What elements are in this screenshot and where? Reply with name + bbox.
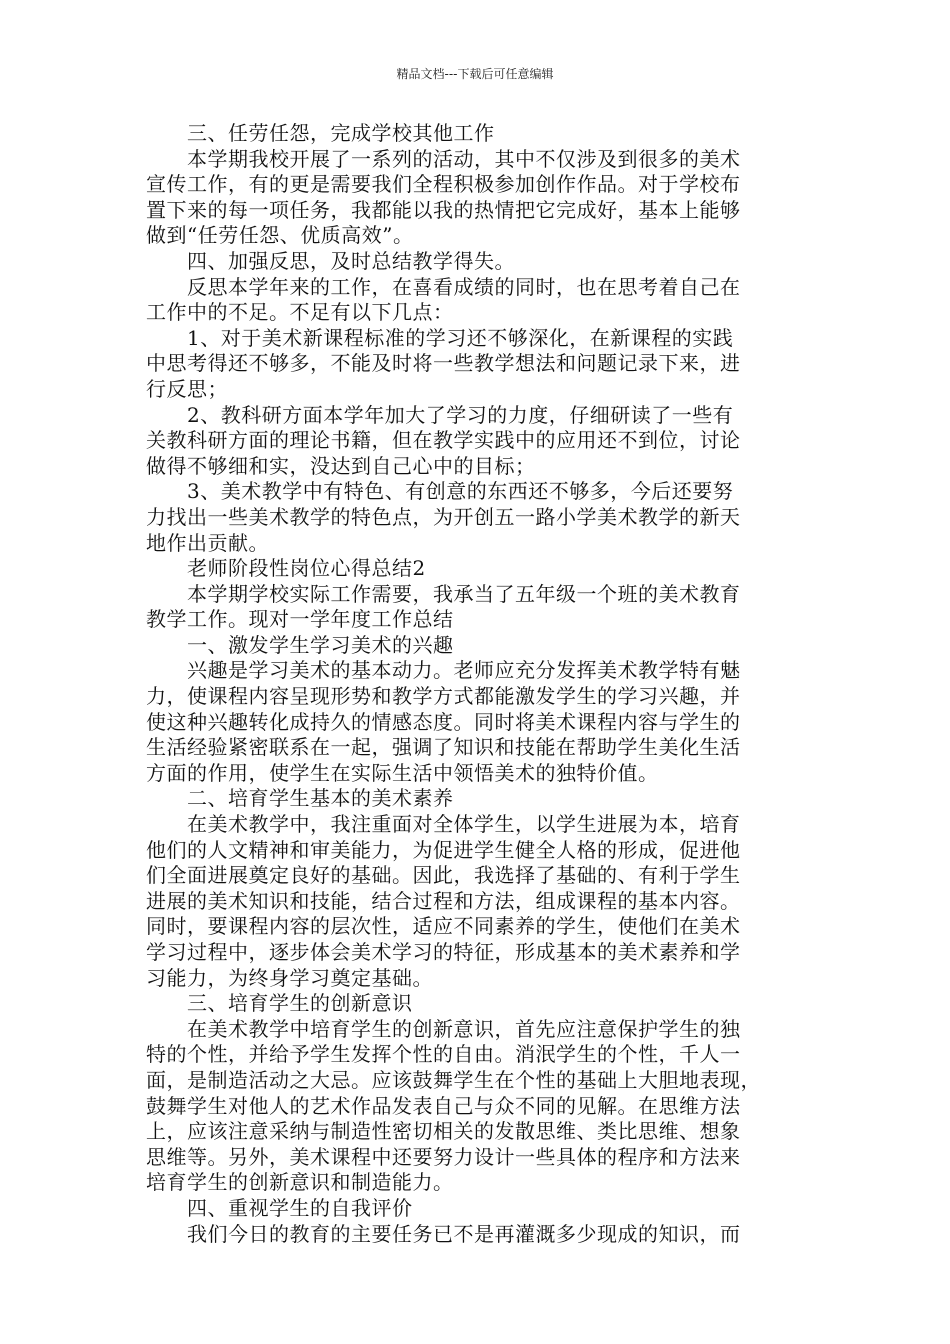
text-line: 四、重视学生的自我评价 — [146, 1195, 413, 1220]
text-line: 习能力，为终身学习奠定基础。 — [146, 965, 433, 990]
text-line: 2、教科研方面本学年加大了学习的力度，仔细研读了一些有 — [146, 402, 734, 427]
text-line: 本学期学校实际工作需要，我承当了五年级一个班的美术教育 — [146, 581, 741, 606]
text-line: 在美术教学中培育学生的创新意识，首先应注意保护学生的独 — [146, 1016, 741, 1041]
text-line: 兴趣是学习美术的基本动力。老师应充分发挥美术教学特有魅 — [146, 658, 741, 683]
text-line: 培育学生的创新意识和制造能力。 — [146, 1170, 454, 1195]
text-line: 四、加强反思，及时总结教学得失。 — [146, 248, 515, 273]
text-line: 3、美术教学中有特色、有创意的东西还不够多，今后还要努 — [146, 479, 734, 504]
text-line: 三、培育学生的创新意识 — [146, 991, 413, 1016]
text-line: 行反思； — [146, 376, 228, 401]
text-line: 做到“任劳任怨、优质高效”。 — [146, 223, 414, 248]
text-line: 们全面进展奠定良好的基础。因此，我选择了基础的、有利于学生 — [146, 863, 741, 888]
text-line: 学习过程中，逐步体会美术学习的特征，形成基本的美术素养和学 — [146, 940, 741, 964]
text-line: 置下来的每一项任务，我都能以我的热情把它完成好，基本上能够 — [146, 197, 741, 222]
section-title: 老师阶段性岗位心得总结2 — [146, 556, 426, 581]
text-line: 关教科研方面的理论书籍，但在教学实践中的应用还不到位，讨论 — [146, 428, 741, 453]
text-line: 力找出一些美术教学的特色点，为开创五一路小学美术教学的新天 — [146, 504, 741, 529]
text-line: 宣传工作，有的更是需要我们全程积极参加创作作品。对于学校布 — [146, 172, 741, 197]
text-line: 使这种兴趣转化成持久的情感态度。同时将美术课程内容与学生的 — [146, 709, 741, 734]
text-line: 方面的作用，使学生在实际生活中领悟美术的独特价值。 — [146, 760, 659, 785]
text-line: 鼓舞学生对他人的艺术作品发表自己与众不同的见解。在思维方法 — [146, 1093, 741, 1118]
text-line: 我们今日的教育的主要任务已不是再灌溉多少现成的知识，而 — [146, 1221, 741, 1246]
text-line: 1、对于美术新课程标准的学习还不够深化，在新课程的实践 — [146, 325, 734, 350]
text-line: 做得不够细和实，没达到自己心中的目标； — [146, 453, 536, 478]
document-body — [146, 121, 808, 1247]
text-line: 工作中的不足。不足有以下几点： — [146, 300, 454, 325]
text-line: 一、激发学生学习美术的兴趣 — [146, 632, 454, 657]
text-line: 反思本学年来的工作，在喜看成绩的同时，也在思考着自己在 — [146, 274, 741, 299]
text-line: 教学工作。现对一学年度工作总结 — [146, 607, 454, 632]
page-header: 精品文档---下载后可任意编辑 — [396, 67, 554, 81]
text-line: 在美术教学中，我注重面对全体学生，以学生进展为本，培育 — [146, 812, 741, 837]
text-line: 同时，要课程内容的层次性，适应不同素养的学生，使他们在美术 — [146, 914, 741, 939]
text-line: 中思考得还不够多，不能及时将一些教学想法和问题记录下来，进 — [146, 351, 741, 376]
text-line: 三、任劳任怨，完成学校其他工作 — [146, 121, 495, 145]
text-line: 二、培育学生基本的美术素养 — [146, 786, 454, 811]
text-line: 本学期我校开展了一系列的活动，其中不仅涉及到很多的美术 — [146, 146, 741, 171]
text-line: 生活经验紧密联系在一起，强调了知识和技能在帮助学生美化生活 — [146, 735, 741, 760]
text-line: 他们的人文精神和审美能力，为促进学生健全人格的形成，促进他 — [146, 837, 741, 862]
text-line: 思维等。另外，美术课程中还要努力设计一些具体的程序和方法来 — [146, 1144, 741, 1169]
text-line: 特的个性，并给予学生发挥个性的自由。消泯学生的个性，千人一 — [146, 1042, 741, 1067]
text-line: 面，是制造活动之大忌。应该鼓舞学生在个性的基础上大胆地表现， — [146, 1067, 761, 1092]
text-line: 力，使课程内容呈现形势和教学方式都能激发学生的学习兴趣，并 — [146, 684, 741, 709]
text-line: 上，应该注意采纳与制造性密切相关的发散思维、类比思维、想象 — [146, 1119, 741, 1144]
text-line: 进展的美术知识和技能，结合过程和方法，组成课程的基本内容。 — [146, 888, 741, 913]
text-line: 地作出贡献。 — [146, 530, 269, 555]
